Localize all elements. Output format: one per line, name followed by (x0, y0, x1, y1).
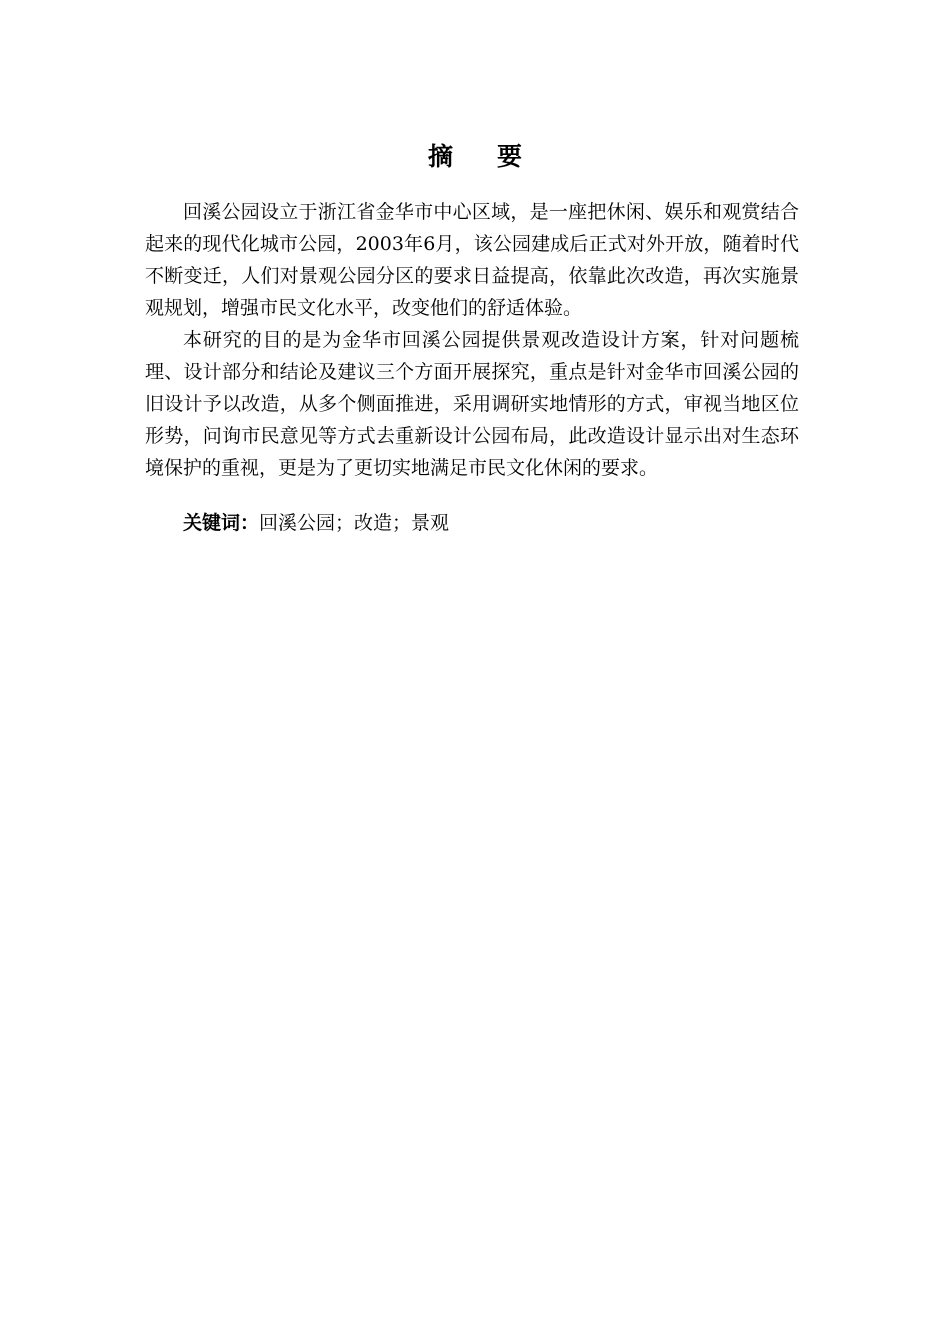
keywords-label: 关键词： (183, 512, 260, 534)
abstract-title-char-1: 摘 (427, 142, 453, 171)
abstract-title (0, 140, 950, 174)
keywords-value: 回溪公园；改造；景观 (259, 512, 450, 534)
abstract-paragraph-1: 回溪公园设立于浙江省金华市中心区域，是一座把休闲、娱乐和观赏结合起来的现代化城市公园，2003年6月，该公园建成后正式对外开放，随着时代不断变迁，人们对景观公园分区的要求日益提高，依靠此次改造，再次实施景观规划，增强市民文化水平，改变他们的舒适体验。 (145, 201, 799, 319)
abstract-body (145, 196, 799, 484)
keywords-line (145, 507, 799, 539)
abstract-title-char-2: 要 (497, 142, 523, 171)
abstract-paragraph-2: 本研究的目的是为金华市回溪公园提供景观改造设计方案，针对问题梳理、设计部分和结论及建议三个方面开展探究，重点是针对金华市回溪公园的旧设计予以改造，从多个侧面推进，采用调研实地情形的方式，审视当地区位形势，问询市民意见等方式去重新设计公园布局，此改造设计显示出对生态环境保护的重视，更是为了更切实地满足市民文化休闲的要求。 (145, 329, 799, 479)
